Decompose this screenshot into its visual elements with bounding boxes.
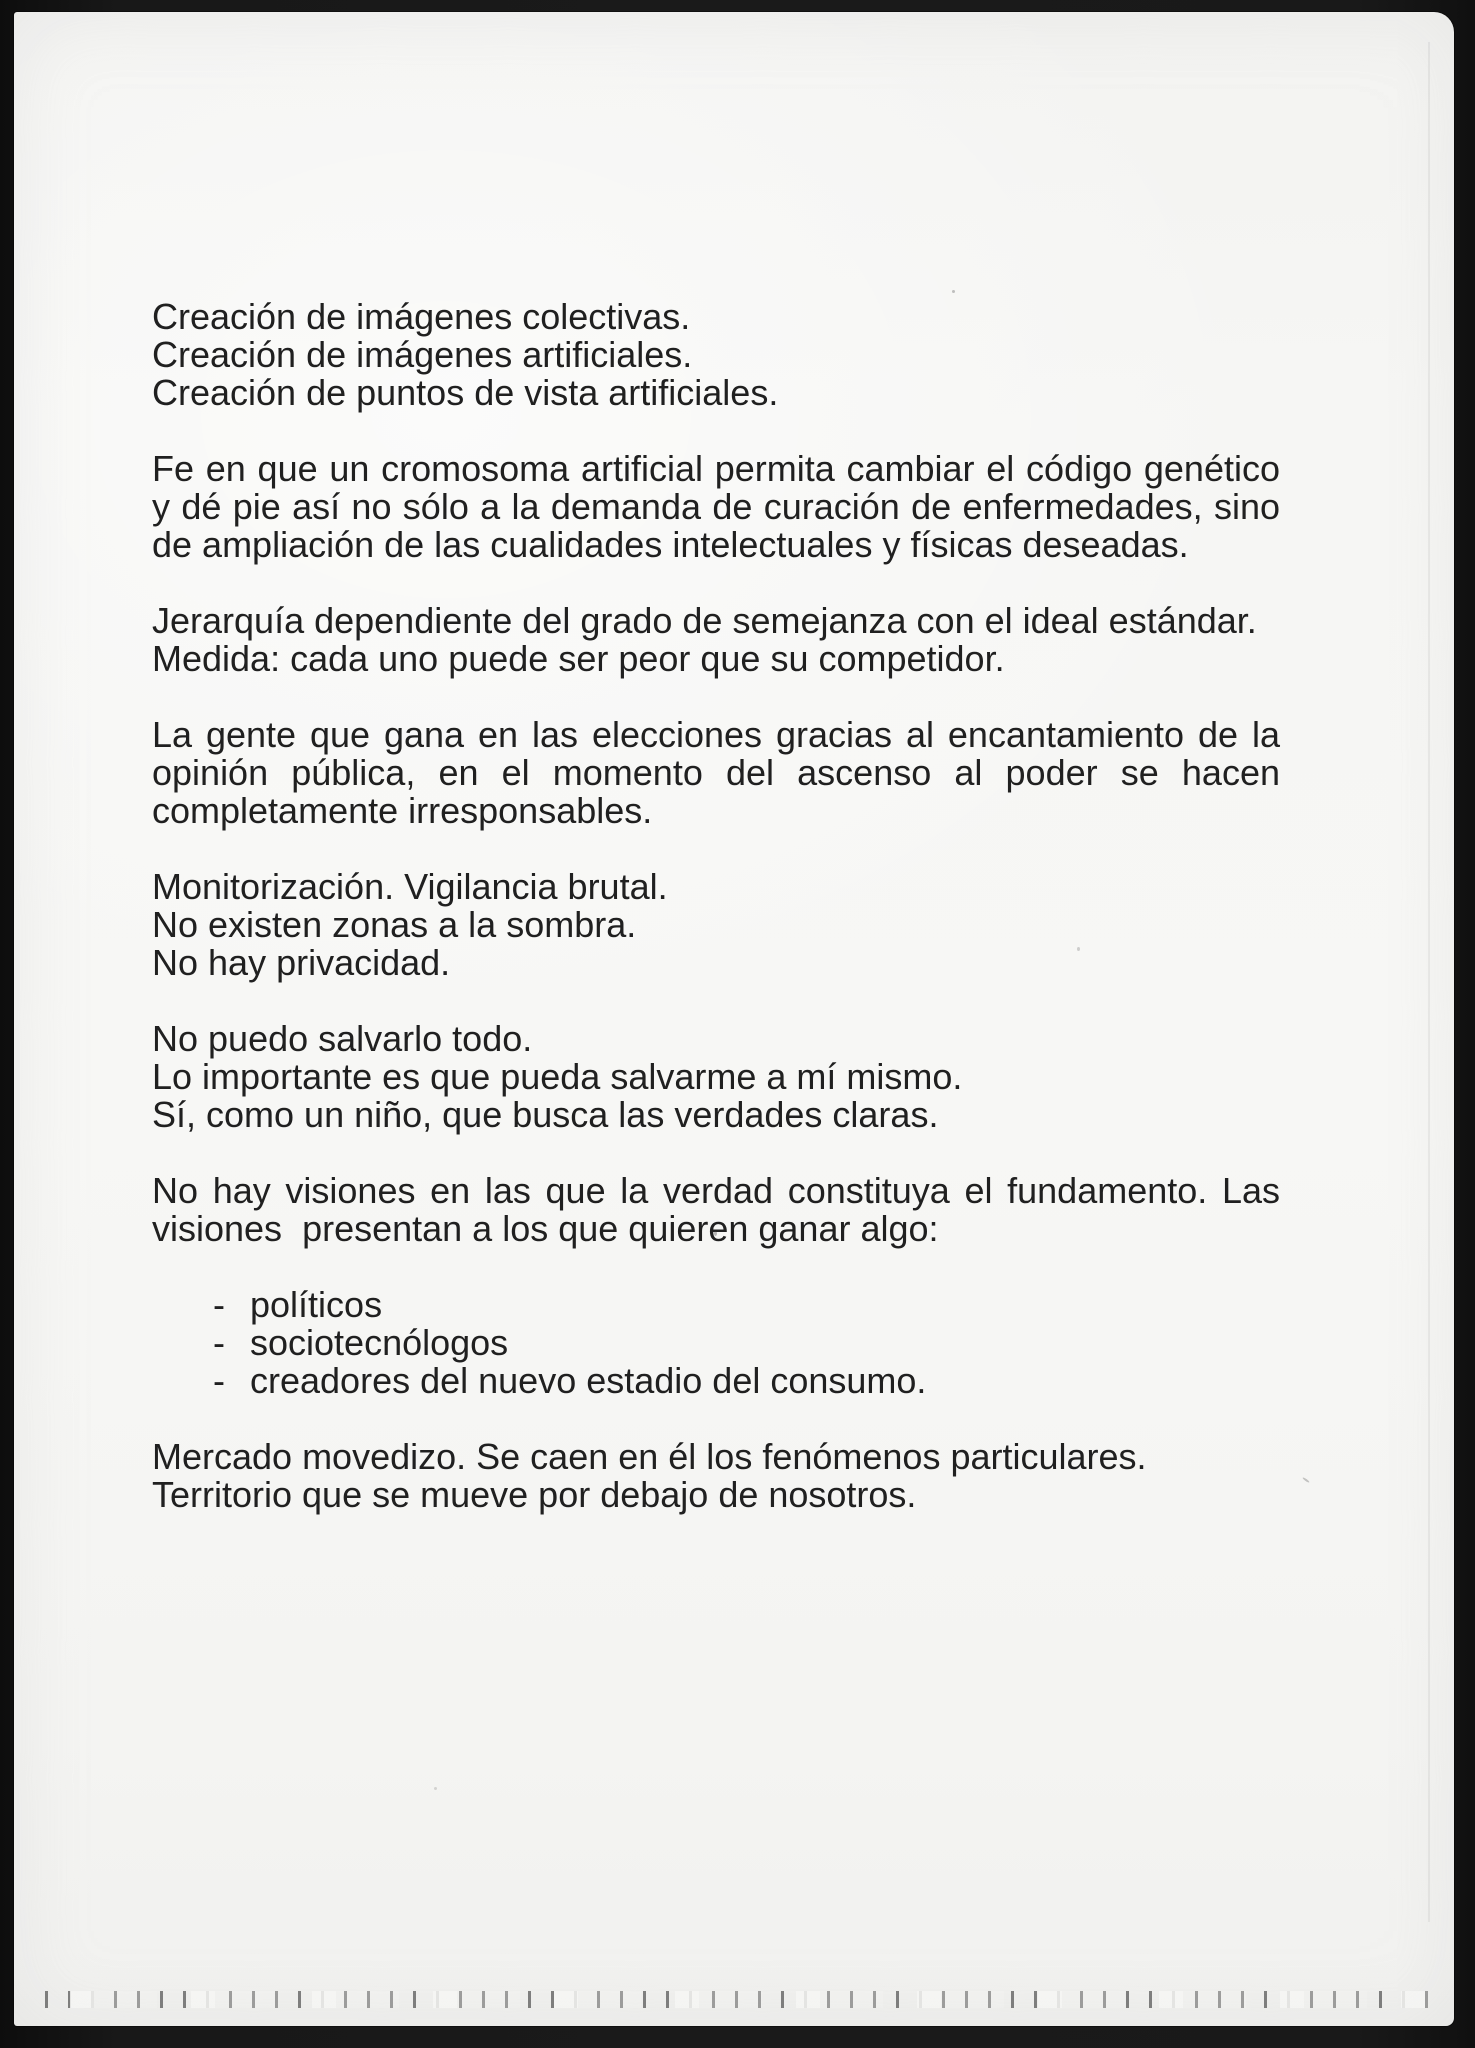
document-page [14,12,1454,2026]
list-bullet: - [213,1360,225,1401]
text-line: completamente irresponsables. [152,790,653,831]
text-line: Mercado movedizo. Se caen en él los fenómenos particulares. [152,1436,1147,1477]
list-bullet: - [213,1284,225,1325]
text-line: Creación de puntos de vista artificiales. [152,372,779,413]
list-bullet: - [213,1322,225,1363]
text-line: No puedo salvarlo todo. [152,1018,533,1059]
paragraph [152,716,1280,830]
paragraph [152,298,1280,412]
text-line: Lo importante es que pueda salvarme a mí mismo. [152,1056,963,1097]
text-line: Creación de imágenes colectivas. [152,296,691,337]
text-line: No existen zonas a la sombra. [152,904,637,945]
text-line: No hay visiones en las que la verdad constituya el fundamento. Las [152,1170,1280,1211]
text-line: La gente que gana en las elecciones gracias al encantamiento de la [152,714,1280,755]
list-item [152,1286,1280,1324]
text-line: Fe en que un cromosoma artificial permita cambiar el código genético [152,448,1280,489]
scan-speck [952,290,955,293]
paragraph [152,1438,1280,1514]
text-column [152,298,1280,1514]
text-line: No hay privacidad. [152,942,451,983]
paragraph [152,602,1280,678]
text-line: de ampliación de las cualidades intelectuales y físicas deseadas. [152,524,1189,565]
paragraph [152,868,1280,982]
scan-speck [1077,947,1080,951]
scan-streak-artifact [1428,42,1430,1922]
text-line: Sí, como un niño, que busca las verdades claras. [152,1094,939,1135]
perforation-marks [36,1991,1428,2008]
scan-speck [714,1231,717,1236]
list-item [152,1362,1280,1400]
text-line: visiones presentan a los que quieren ganar algo: [152,1208,939,1249]
list-item-text: sociotecnólogos [250,1322,509,1363]
scan-speck [1302,1477,1310,1483]
paragraph [152,1172,1280,1248]
scan-speck [434,1787,437,1790]
text-line: y dé pie así no sólo a la demanda de curación de enfermedades, sino [152,486,1280,527]
paragraph [152,450,1280,564]
text-line: Monitorización. Vigilancia brutal. [152,866,668,907]
list-item-text: creadores del nuevo estadio del consumo. [250,1360,927,1401]
text-line: Creación de imágenes artificiales. [152,334,693,375]
list-item-text: políticos [250,1284,383,1325]
text-line: Medida: cada uno puede ser peor que su competidor. [152,638,1005,679]
paragraph [152,1020,1280,1134]
bullet-list [152,1286,1280,1400]
text-line: opinión pública, en el momento del ascenso al poder se hacen [152,752,1280,793]
list-item [152,1324,1280,1362]
text-line: Jerarquía dependiente del grado de semejanza con el ideal estándar. [152,600,1257,641]
text-line: Territorio que se mueve por debajo de nosotros. [152,1474,917,1515]
